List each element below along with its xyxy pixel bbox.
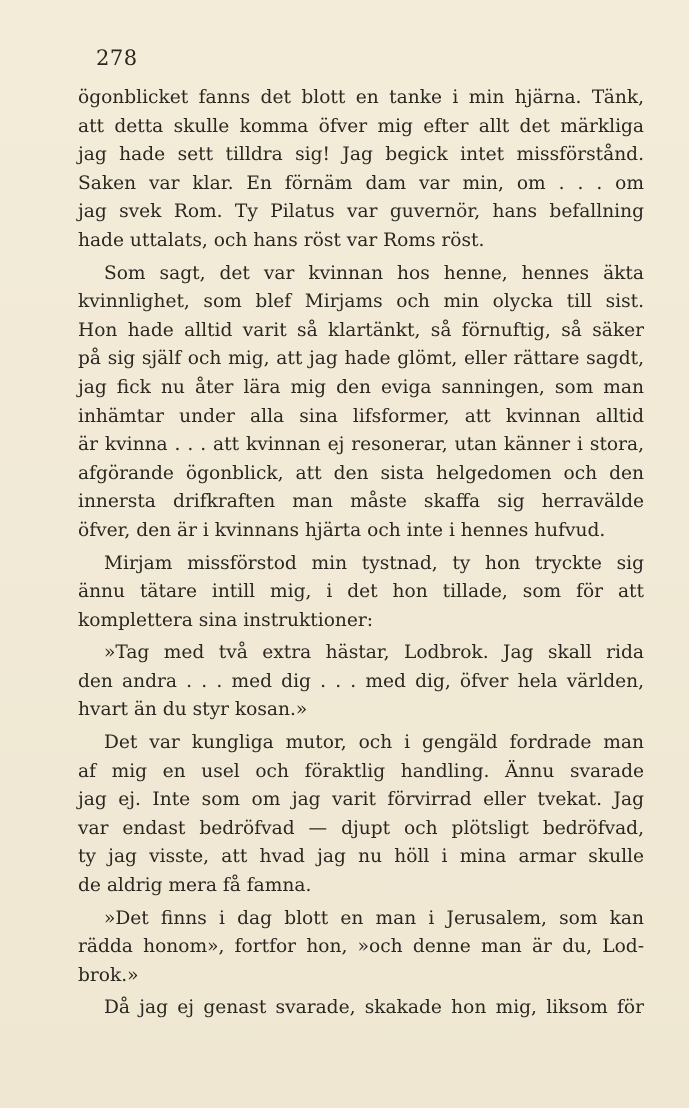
text-line: ögonblicket fanns det blott en tanke i min hjärna. Tänk, — [78, 87, 644, 108]
text-line: var endast bedröfvad — djupt och plötsligt bedröfvad, — [78, 817, 644, 839]
text-line: ännu tätare intill mig, i det hon tillade, som för att — [78, 581, 644, 603]
paragraph — [78, 905, 644, 991]
text-line: att detta skulle komma öfver mig efter allt det märkliga — [78, 115, 644, 137]
text-line: inhämtar under alla sina lifsformer, att kvinnan alltid — [78, 405, 644, 427]
text-line: hade uttalats, och hans röst var Roms röst. — [78, 229, 485, 251]
text-line: innersta drifkraften man måste skaffa sig herravälde — [78, 491, 644, 513]
body-text — [78, 84, 644, 1027]
text-line: af mig en usel och föraktlig handling. Ännu svarade — [78, 760, 644, 782]
text-line: de aldrig mera få famna. — [78, 875, 312, 897]
text-line: Mirjam missförstod min tystnad, ty hon tryckte sig — [104, 552, 644, 574]
text-line: komplettera sina instruktioner: — [78, 609, 374, 631]
text-line: Det var kungliga mutor, och i gengäld fordrade man — [104, 732, 644, 754]
text-line: Saken var klar. En förnäm dam var min, om . . . om — [78, 172, 644, 194]
paragraph — [78, 84, 644, 256]
text-line: jag hade sett tilldra sig! Jag begick intet missförstånd. — [78, 144, 644, 166]
text-line: på sig själf och mig, att jag hade glömt, eller rättare sagdt, — [78, 348, 644, 370]
text-line: jag fick nu åter lära mig den eviga sanningen, som man — [78, 376, 644, 398]
paragraph — [78, 729, 644, 901]
text-line: ty jag visste, att hvad jag nu höll i mina armar skulle — [78, 846, 644, 868]
text-line: öfver, den är i kvinnans hjärta och inte i hennes hufvud. — [78, 519, 606, 541]
text-line: brok.» — [78, 964, 139, 986]
text-line: är kvinna . . . att kvinnan ej resonerar, utan känner i stora, — [78, 434, 644, 456]
text-line: Hon hade alltid varit så klartänkt, så förnuftig, så säker — [78, 319, 644, 341]
paragraph — [78, 260, 644, 546]
paragraph — [78, 994, 644, 1023]
page-number: 278 — [96, 46, 138, 70]
text-line: jag svek Rom. Ty Pilatus var guvernör, hans befallning — [78, 201, 644, 223]
text-line: kvinnlighet, som blef Mirjams och min olycka till sist. — [78, 291, 644, 313]
paragraph — [78, 639, 644, 725]
text-line: afgörande ögonblick, att den sista helgedomen och den — [78, 462, 644, 484]
text-line: Då jag ej genast svarade, skakade hon mig, liksom för — [104, 997, 644, 1019]
text-line: hvart än du styr kosan.» — [78, 699, 308, 721]
text-line: Som sagt, det var kvinnan hos henne, hennes äkta — [104, 262, 644, 284]
text-line: jag ej. Inte som om jag varit förvirrad eller tvekat. Jag — [78, 789, 644, 811]
text-line: den andra . . . med dig . . . med dig, öfver hela världen, — [78, 670, 644, 692]
text-line: »Tag med två extra hästar, Lodbrok. Jag skall rida — [104, 642, 644, 664]
text-line: rädda honom», fortfor hon, »och denne man är du, Lod- — [78, 936, 644, 958]
paragraph — [78, 550, 644, 636]
text-line: »Det finns i dag blott en man i Jerusalem, som kan — [104, 907, 644, 929]
